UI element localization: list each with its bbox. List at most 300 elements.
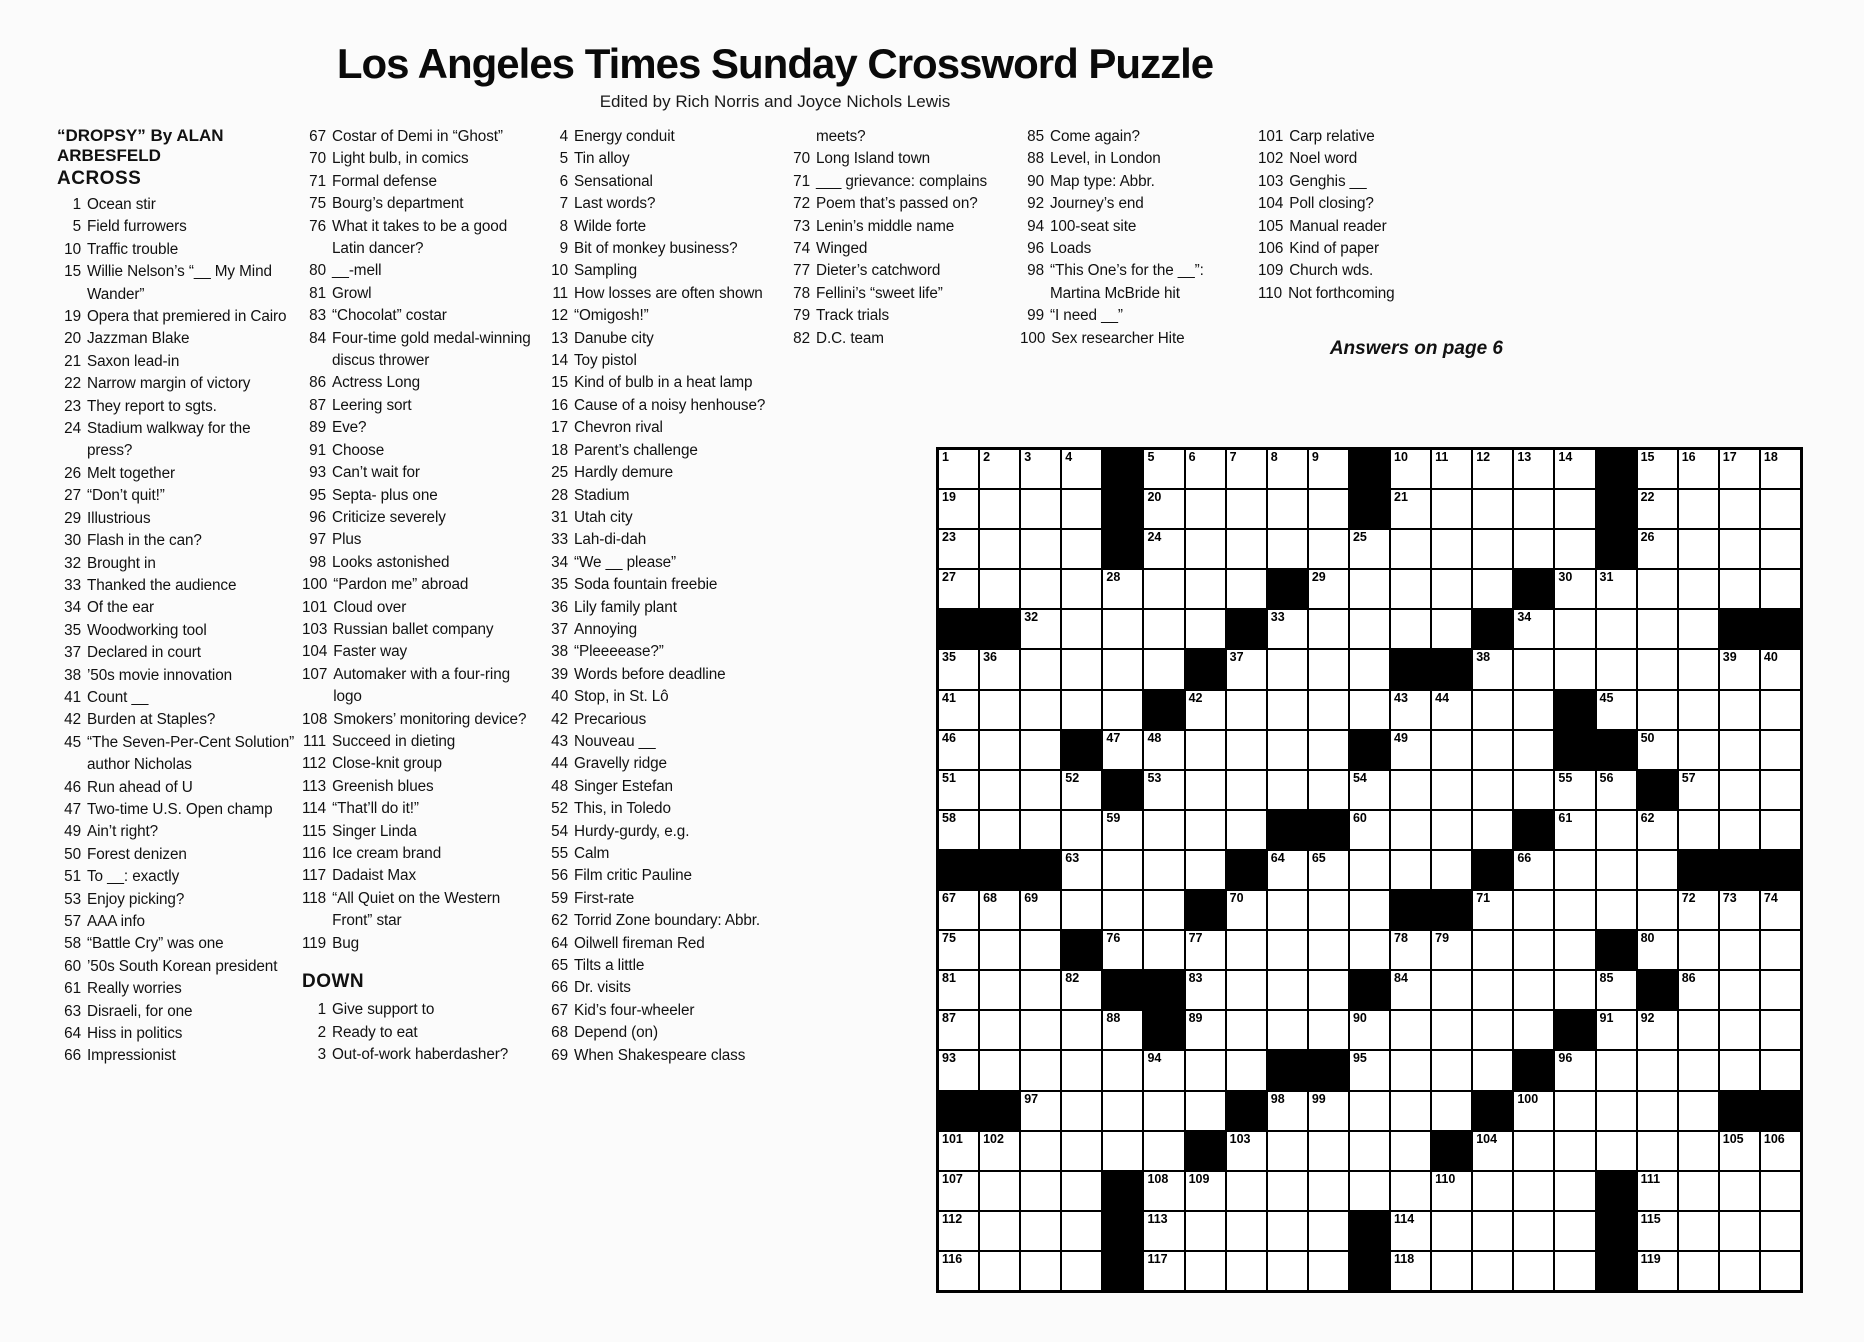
grid-cell[interactable]	[1720, 691, 1759, 729]
grid-cell[interactable]	[1186, 771, 1225, 809]
grid-cell[interactable]	[1186, 851, 1225, 889]
grid-cell[interactable]	[1227, 1172, 1266, 1210]
grid-cell[interactable]	[1761, 570, 1800, 608]
grid-cell[interactable]	[1144, 771, 1183, 809]
grid-cell[interactable]	[1432, 691, 1471, 729]
grid-cell[interactable]	[1186, 1252, 1225, 1290]
grid-cell[interactable]	[1062, 570, 1101, 608]
grid-cell[interactable]	[1268, 650, 1307, 688]
grid-cell[interactable]	[1432, 971, 1471, 1009]
grid-cell[interactable]	[1144, 530, 1183, 568]
grid-cell[interactable]	[1103, 891, 1142, 929]
grid-cell[interactable]	[1227, 931, 1266, 969]
grid-cell[interactable]	[1597, 851, 1636, 889]
grid-cell[interactable]	[1514, 1212, 1553, 1250]
grid-cell[interactable]	[1227, 490, 1266, 528]
grid-cell[interactable]	[1391, 610, 1430, 648]
grid-cell[interactable]	[1391, 691, 1430, 729]
grid-cell[interactable]	[1268, 771, 1307, 809]
grid-cell[interactable]	[1391, 1011, 1430, 1049]
grid-cell[interactable]	[1555, 771, 1594, 809]
grid-cell[interactable]	[1679, 1252, 1718, 1290]
grid-cell[interactable]	[1391, 971, 1430, 1009]
grid-cell[interactable]	[1432, 1252, 1471, 1290]
grid-cell[interactable]	[1103, 811, 1142, 849]
grid-cell[interactable]	[1227, 650, 1266, 688]
grid-cell[interactable]	[1597, 771, 1636, 809]
grid-cell[interactable]	[1268, 691, 1307, 729]
grid-cell[interactable]	[1514, 771, 1553, 809]
grid-cell[interactable]	[1720, 570, 1759, 608]
grid-cell[interactable]	[1391, 450, 1430, 488]
grid-cell[interactable]	[1514, 530, 1553, 568]
grid-cell[interactable]	[1597, 1051, 1636, 1089]
grid-cell[interactable]	[1391, 811, 1430, 849]
grid-cell[interactable]	[939, 1172, 978, 1210]
grid-cell[interactable]	[1227, 1252, 1266, 1290]
grid-cell[interactable]	[1391, 530, 1430, 568]
grid-cell[interactable]	[1679, 530, 1718, 568]
grid-cell[interactable]	[1473, 650, 1512, 688]
grid-cell[interactable]	[1021, 1172, 1060, 1210]
grid-cell[interactable]	[1679, 811, 1718, 849]
grid-cell[interactable]	[1679, 971, 1718, 1009]
grid-cell[interactable]	[1144, 891, 1183, 929]
grid-cell[interactable]	[1021, 570, 1060, 608]
grid-cell[interactable]	[1021, 490, 1060, 528]
grid-cell[interactable]	[980, 1252, 1019, 1290]
grid-cell[interactable]	[1432, 610, 1471, 648]
grid-cell[interactable]	[1268, 891, 1307, 929]
grid-cell[interactable]	[1514, 450, 1553, 488]
grid-cell[interactable]	[980, 811, 1019, 849]
grid-cell[interactable]	[1268, 1252, 1307, 1290]
grid-cell[interactable]	[1103, 570, 1142, 608]
grid-cell[interactable]	[1350, 1092, 1389, 1130]
grid-cell[interactable]	[1761, 811, 1800, 849]
grid-cell[interactable]	[1186, 931, 1225, 969]
grid-cell[interactable]	[1597, 570, 1636, 608]
grid-cell[interactable]	[1350, 570, 1389, 608]
grid-cell[interactable]	[1432, 1212, 1471, 1250]
grid-cell[interactable]	[1555, 1212, 1594, 1250]
grid-cell[interactable]	[1021, 1132, 1060, 1170]
grid-cell[interactable]	[980, 971, 1019, 1009]
grid-cell[interactable]	[1638, 650, 1677, 688]
grid-cell[interactable]	[1186, 570, 1225, 608]
grid-cell[interactable]	[1432, 1051, 1471, 1089]
grid-cell[interactable]	[1638, 1172, 1677, 1210]
grid-cell[interactable]	[1391, 1051, 1430, 1089]
grid-cell[interactable]	[1679, 1051, 1718, 1089]
grid-cell[interactable]	[1186, 610, 1225, 648]
grid-cell[interactable]	[1638, 691, 1677, 729]
grid-cell[interactable]	[939, 490, 978, 528]
grid-cell[interactable]	[1350, 1011, 1389, 1049]
grid-cell[interactable]	[1021, 530, 1060, 568]
grid-cell[interactable]	[1062, 1011, 1101, 1049]
grid-cell[interactable]	[1720, 1132, 1759, 1170]
grid-cell[interactable]	[1432, 1011, 1471, 1049]
grid-cell[interactable]	[1761, 771, 1800, 809]
grid-cell[interactable]	[1555, 570, 1594, 608]
grid-cell[interactable]	[1350, 1051, 1389, 1089]
grid-cell[interactable]	[1679, 771, 1718, 809]
grid-cell[interactable]	[1761, 971, 1800, 1009]
grid-cell[interactable]	[1309, 931, 1348, 969]
grid-cell[interactable]	[980, 1051, 1019, 1089]
grid-cell[interactable]	[1268, 1011, 1307, 1049]
grid-cell[interactable]	[1514, 851, 1553, 889]
grid-cell[interactable]	[1679, 570, 1718, 608]
grid-cell[interactable]	[1062, 1132, 1101, 1170]
grid-cell[interactable]	[1514, 891, 1553, 929]
grid-cell[interactable]	[1062, 530, 1101, 568]
grid-cell[interactable]	[1679, 490, 1718, 528]
grid-cell[interactable]	[1679, 610, 1718, 648]
grid-cell[interactable]	[1268, 1212, 1307, 1250]
grid-cell[interactable]	[1432, 771, 1471, 809]
grid-cell[interactable]	[1473, 570, 1512, 608]
grid-cell[interactable]	[1638, 1011, 1677, 1049]
grid-cell[interactable]	[1720, 1011, 1759, 1049]
grid-cell[interactable]	[980, 570, 1019, 608]
grid-cell[interactable]	[1514, 1132, 1553, 1170]
grid-cell[interactable]	[1638, 530, 1677, 568]
grid-cell[interactable]	[939, 1212, 978, 1250]
grid-cell[interactable]	[1309, 1212, 1348, 1250]
grid-cell[interactable]	[1638, 1051, 1677, 1089]
grid-cell[interactable]	[1720, 931, 1759, 969]
grid-cell[interactable]	[1555, 610, 1594, 648]
grid-cell[interactable]	[1514, 971, 1553, 1009]
grid-cell[interactable]	[1679, 731, 1718, 769]
grid-cell[interactable]	[980, 731, 1019, 769]
grid-cell[interactable]	[1144, 1172, 1183, 1210]
grid-cell[interactable]	[1227, 771, 1266, 809]
grid-cell[interactable]	[1473, 530, 1512, 568]
grid-cell[interactable]	[1144, 851, 1183, 889]
grid-cell[interactable]	[1309, 1132, 1348, 1170]
grid-cell[interactable]	[1186, 731, 1225, 769]
grid-cell[interactable]	[1227, 570, 1266, 608]
grid-cell[interactable]	[1021, 691, 1060, 729]
grid-cell[interactable]	[1309, 1092, 1348, 1130]
grid-cell[interactable]	[1268, 490, 1307, 528]
grid-cell[interactable]	[1432, 570, 1471, 608]
grid-cell[interactable]	[1350, 891, 1389, 929]
grid-cell[interactable]	[1103, 731, 1142, 769]
grid-cell[interactable]	[1062, 691, 1101, 729]
grid-cell[interactable]	[1761, 530, 1800, 568]
grid-cell[interactable]	[1350, 650, 1389, 688]
grid-cell[interactable]	[1227, 731, 1266, 769]
grid-cell[interactable]	[1021, 1011, 1060, 1049]
grid-cell[interactable]	[1309, 610, 1348, 648]
grid-cell[interactable]	[1638, 1212, 1677, 1250]
grid-cell[interactable]	[1597, 811, 1636, 849]
grid-cell[interactable]	[1679, 1011, 1718, 1049]
grid-cell[interactable]	[1555, 490, 1594, 528]
grid-cell[interactable]	[1761, 1132, 1800, 1170]
grid-cell[interactable]	[1350, 771, 1389, 809]
grid-cell[interactable]	[1638, 610, 1677, 648]
grid-cell[interactable]	[980, 650, 1019, 688]
grid-cell[interactable]	[1638, 450, 1677, 488]
grid-cell[interactable]	[1514, 610, 1553, 648]
grid-cell[interactable]	[980, 771, 1019, 809]
grid-cell[interactable]	[1021, 971, 1060, 1009]
grid-cell[interactable]	[1432, 1172, 1471, 1210]
grid-cell[interactable]	[1062, 450, 1101, 488]
grid-cell[interactable]	[1391, 851, 1430, 889]
grid-cell[interactable]	[1350, 1132, 1389, 1170]
grid-cell[interactable]	[1062, 610, 1101, 648]
grid-cell[interactable]	[1473, 1172, 1512, 1210]
grid-cell[interactable]	[1514, 1092, 1553, 1130]
grid-cell[interactable]	[1514, 731, 1553, 769]
grid-cell[interactable]	[1227, 971, 1266, 1009]
grid-cell[interactable]	[1350, 931, 1389, 969]
grid-cell[interactable]	[1514, 650, 1553, 688]
grid-cell[interactable]	[1720, 1172, 1759, 1210]
grid-cell[interactable]	[1186, 691, 1225, 729]
grid-cell[interactable]	[1062, 1051, 1101, 1089]
grid-cell[interactable]	[1103, 931, 1142, 969]
grid-cell[interactable]	[1432, 450, 1471, 488]
grid-cell[interactable]	[1227, 691, 1266, 729]
grid-cell[interactable]	[1432, 1092, 1471, 1130]
grid-cell[interactable]	[1473, 1252, 1512, 1290]
grid-cell[interactable]	[1144, 650, 1183, 688]
grid-cell[interactable]	[1555, 1051, 1594, 1089]
grid-cell[interactable]	[1720, 1051, 1759, 1089]
grid-cell[interactable]	[1638, 570, 1677, 608]
grid-cell[interactable]	[1227, 1132, 1266, 1170]
grid-cell[interactable]	[1555, 1092, 1594, 1130]
grid-cell[interactable]	[1432, 490, 1471, 528]
grid-cell[interactable]	[1186, 811, 1225, 849]
grid-cell[interactable]	[1062, 851, 1101, 889]
grid-cell[interactable]	[1597, 650, 1636, 688]
grid-cell[interactable]	[1597, 1011, 1636, 1049]
grid-cell[interactable]	[939, 450, 978, 488]
grid-cell[interactable]	[1432, 811, 1471, 849]
grid-cell[interactable]	[1309, 891, 1348, 929]
grid-cell[interactable]	[1021, 1252, 1060, 1290]
grid-cell[interactable]	[1391, 1172, 1430, 1210]
grid-cell[interactable]	[1309, 1011, 1348, 1049]
grid-cell[interactable]	[1268, 931, 1307, 969]
grid-cell[interactable]	[1555, 971, 1594, 1009]
grid-cell[interactable]	[1555, 851, 1594, 889]
grid-cell[interactable]	[1761, 891, 1800, 929]
grid-cell[interactable]	[1227, 450, 1266, 488]
grid-cell[interactable]	[939, 691, 978, 729]
grid-cell[interactable]	[1309, 450, 1348, 488]
grid-cell[interactable]	[1473, 771, 1512, 809]
grid-cell[interactable]	[1638, 891, 1677, 929]
grid-cell[interactable]	[1720, 971, 1759, 1009]
grid-cell[interactable]	[1227, 1011, 1266, 1049]
grid-cell[interactable]	[980, 1212, 1019, 1250]
grid-cell[interactable]	[1186, 1051, 1225, 1089]
grid-cell[interactable]	[1473, 450, 1512, 488]
grid-cell[interactable]	[1268, 971, 1307, 1009]
grid-cell[interactable]	[1761, 650, 1800, 688]
grid-cell[interactable]	[1638, 1252, 1677, 1290]
grid-cell[interactable]	[980, 490, 1019, 528]
grid-cell[interactable]	[1473, 691, 1512, 729]
grid-cell[interactable]	[1144, 811, 1183, 849]
grid-cell[interactable]	[1309, 490, 1348, 528]
grid-cell[interactable]	[1144, 1132, 1183, 1170]
grid-cell[interactable]	[1720, 771, 1759, 809]
grid-cell[interactable]	[939, 1011, 978, 1049]
grid-cell[interactable]	[1144, 570, 1183, 608]
grid-cell[interactable]	[1638, 811, 1677, 849]
grid-cell[interactable]	[1186, 530, 1225, 568]
grid-cell[interactable]	[1309, 530, 1348, 568]
grid-cell[interactable]	[1391, 771, 1430, 809]
grid-cell[interactable]	[1186, 490, 1225, 528]
grid-cell[interactable]	[1761, 691, 1800, 729]
grid-cell[interactable]	[1720, 731, 1759, 769]
grid-cell[interactable]	[1638, 731, 1677, 769]
grid-cell[interactable]	[1021, 891, 1060, 929]
grid-cell[interactable]	[1186, 1011, 1225, 1049]
grid-cell[interactable]	[1309, 971, 1348, 1009]
grid-cell[interactable]	[1021, 771, 1060, 809]
grid-cell[interactable]	[1679, 450, 1718, 488]
grid-cell[interactable]	[1391, 931, 1430, 969]
grid-cell[interactable]	[939, 570, 978, 608]
grid-cell[interactable]	[980, 1132, 1019, 1170]
grid-cell[interactable]	[1679, 1172, 1718, 1210]
grid-cell[interactable]	[939, 931, 978, 969]
grid-cell[interactable]	[939, 811, 978, 849]
grid-cell[interactable]	[1720, 811, 1759, 849]
grid-cell[interactable]	[980, 1011, 1019, 1049]
grid-cell[interactable]	[1103, 1132, 1142, 1170]
grid-cell[interactable]	[1062, 891, 1101, 929]
grid-cell[interactable]	[1144, 931, 1183, 969]
grid-cell[interactable]	[1761, 1252, 1800, 1290]
grid-cell[interactable]	[939, 971, 978, 1009]
grid-cell[interactable]	[1103, 650, 1142, 688]
grid-cell[interactable]	[1268, 851, 1307, 889]
grid-cell[interactable]	[1638, 490, 1677, 528]
grid-cell[interactable]	[1761, 1172, 1800, 1210]
grid-cell[interactable]	[939, 1051, 978, 1089]
grid-cell[interactable]	[1597, 1132, 1636, 1170]
grid-cell[interactable]	[1144, 1212, 1183, 1250]
grid-cell[interactable]	[1555, 1172, 1594, 1210]
grid-cell[interactable]	[1103, 851, 1142, 889]
grid-cell[interactable]	[1473, 490, 1512, 528]
grid-cell[interactable]	[1186, 1212, 1225, 1250]
grid-cell[interactable]	[1679, 650, 1718, 688]
grid-cell[interactable]	[1761, 490, 1800, 528]
grid-cell[interactable]	[1761, 450, 1800, 488]
grid-cell[interactable]	[1679, 1092, 1718, 1130]
grid-cell[interactable]	[1103, 1051, 1142, 1089]
grid-cell[interactable]	[1391, 490, 1430, 528]
grid-cell[interactable]	[1720, 1252, 1759, 1290]
grid-cell[interactable]	[1144, 1051, 1183, 1089]
grid-cell[interactable]	[1514, 1252, 1553, 1290]
grid-cell[interactable]	[1473, 1132, 1512, 1170]
grid-cell[interactable]	[1720, 891, 1759, 929]
grid-cell[interactable]	[1062, 811, 1101, 849]
grid-cell[interactable]	[980, 691, 1019, 729]
grid-cell[interactable]	[1391, 731, 1430, 769]
grid-cell[interactable]	[1350, 1172, 1389, 1210]
grid-cell[interactable]	[1761, 931, 1800, 969]
grid-cell[interactable]	[1679, 1212, 1718, 1250]
grid-cell[interactable]	[1144, 610, 1183, 648]
grid-cell[interactable]	[1391, 1252, 1430, 1290]
grid-cell[interactable]	[1555, 811, 1594, 849]
grid-cell[interactable]	[1555, 650, 1594, 688]
grid-cell[interactable]	[1062, 971, 1101, 1009]
grid-cell[interactable]	[1062, 1092, 1101, 1130]
grid-cell[interactable]	[1473, 971, 1512, 1009]
grid-cell[interactable]	[1514, 931, 1553, 969]
grid-cell[interactable]	[1597, 971, 1636, 1009]
grid-cell[interactable]	[1555, 450, 1594, 488]
grid-cell[interactable]	[1227, 1051, 1266, 1089]
grid-cell[interactable]	[1391, 1132, 1430, 1170]
grid-cell[interactable]	[1144, 490, 1183, 528]
grid-cell[interactable]	[1432, 530, 1471, 568]
grid-cell[interactable]	[1350, 811, 1389, 849]
grid-cell[interactable]	[1309, 1172, 1348, 1210]
grid-cell[interactable]	[1309, 650, 1348, 688]
grid-cell[interactable]	[1432, 931, 1471, 969]
grid-cell[interactable]	[1021, 1051, 1060, 1089]
grid-cell[interactable]	[1144, 731, 1183, 769]
grid-cell[interactable]	[980, 530, 1019, 568]
grid-cell[interactable]	[1514, 1172, 1553, 1210]
grid-cell[interactable]	[1144, 1092, 1183, 1130]
grid-cell[interactable]	[1186, 1092, 1225, 1130]
grid-cell[interactable]	[1227, 891, 1266, 929]
grid-cell[interactable]	[1597, 1092, 1636, 1130]
grid-cell[interactable]	[1638, 1092, 1677, 1130]
grid-cell[interactable]	[1103, 610, 1142, 648]
grid-cell[interactable]	[1761, 731, 1800, 769]
grid-cell[interactable]	[1309, 570, 1348, 608]
grid-cell[interactable]	[1062, 1172, 1101, 1210]
grid-cell[interactable]	[1227, 530, 1266, 568]
grid-cell[interactable]	[1720, 650, 1759, 688]
grid-cell[interactable]	[1391, 570, 1430, 608]
grid-cell[interactable]	[1268, 731, 1307, 769]
grid-cell[interactable]	[1062, 771, 1101, 809]
grid-cell[interactable]	[1473, 731, 1512, 769]
grid-cell[interactable]	[1144, 1252, 1183, 1290]
grid-cell[interactable]	[1473, 811, 1512, 849]
grid-cell[interactable]	[1021, 650, 1060, 688]
grid-cell[interactable]	[1350, 851, 1389, 889]
grid-cell[interactable]	[1720, 1212, 1759, 1250]
grid-cell[interactable]	[1638, 851, 1677, 889]
grid-cell[interactable]	[1227, 811, 1266, 849]
grid-cell[interactable]	[1514, 691, 1553, 729]
grid-cell[interactable]	[1227, 1212, 1266, 1250]
grid-cell[interactable]	[1268, 1172, 1307, 1210]
